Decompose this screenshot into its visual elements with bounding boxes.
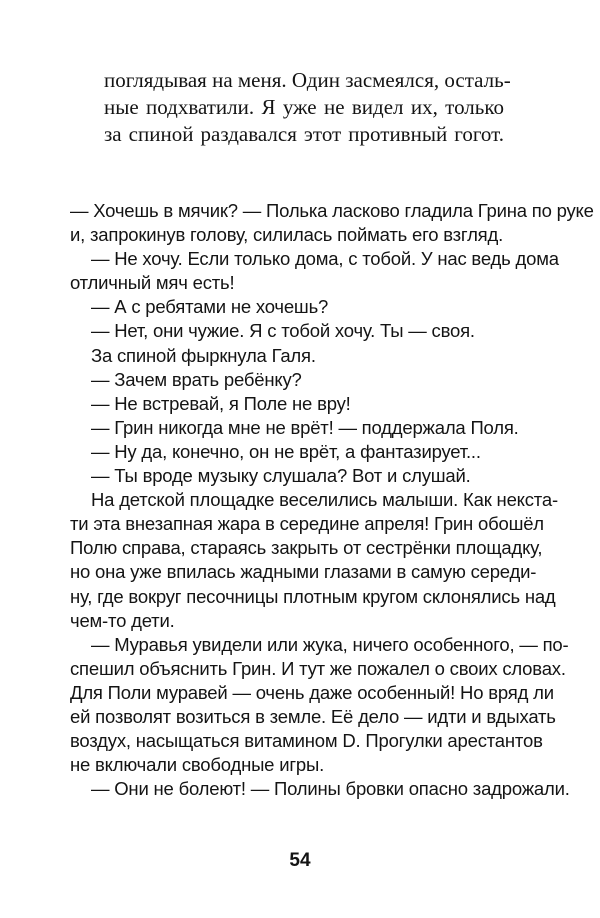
text-line: воздух, насыщаться витамином D. Прогулки арестантов [70,730,543,752]
text-line: За спиной фыркнула Галя. [91,344,316,366]
epigraph-line: за спиной раздавался этот противный гогот. [104,122,504,146]
text-line: — Грин никогда мне не врёт! — поддержала Поля. [91,416,519,438]
text-line: — Не хочу. Если только дома, с тобой. У нас ведь дома [91,248,559,270]
epigraph-line: ные подхватили. Я уже не видел их, только [104,95,504,119]
body-text [70,199,594,801]
text-line: На детской площадке веселились малыши. Как некста- [91,489,558,511]
text-line: — Муравья увидели или жука, ничего особенного, — по- [91,633,569,655]
text-line: Для Поли муравей — очень даже особенный! Но вряд ли [70,681,554,703]
text-line: Полю справа, стараясь закрыть от сестрёнки площадку, [70,537,543,559]
page-number: 54 [289,850,311,871]
epigraph-line: поглядывая на меня. Один засмеялся, осталь- [104,68,511,92]
text-line: — Ну да, конечно, он не врёт, а фантазирует... [91,440,481,462]
text-line: отличный мяч есть! [70,272,235,294]
text-line: но она уже впилась жадными глазами в самую середи- [70,561,537,583]
text-line: ей позволят возиться в земле. Её дело — идти и вдыхать [70,705,556,727]
text-line: — Хочешь в мячик? — Полька ласково гладила Грина по руке [70,200,594,221]
text-line: — Нет, они чужие. Я с тобой хочу. Ты — своя. [91,320,475,342]
text-line: чем-то дети. [70,609,175,631]
text-line: спешил объяснить Грин. И тут же пожалел о своих словах. [70,657,566,679]
text-line: — Ты вроде музыку слушала? Вот и слушай. [91,465,471,487]
text-line: — Они не болеют! — Полины бровки опасно задрожали. [91,778,570,800]
text-line: — Не встревай, я Поле не вру! [91,392,351,414]
text-line: и, запрокинув голову, силилась поймать его взгляд. [70,224,504,246]
text-line: не включали свободные игры. [70,754,325,776]
text-line: ти эта внезапная жара в середине апреля! Грин обошёл [70,513,544,535]
text-line: ну, где вокруг песочницы плотным кругом склонялись над [70,585,556,607]
text-line: — А с ребятами не хочешь? [91,296,329,318]
text-line: — Зачем врать ребёнку? [91,368,302,390]
epigraph-block [104,67,511,148]
